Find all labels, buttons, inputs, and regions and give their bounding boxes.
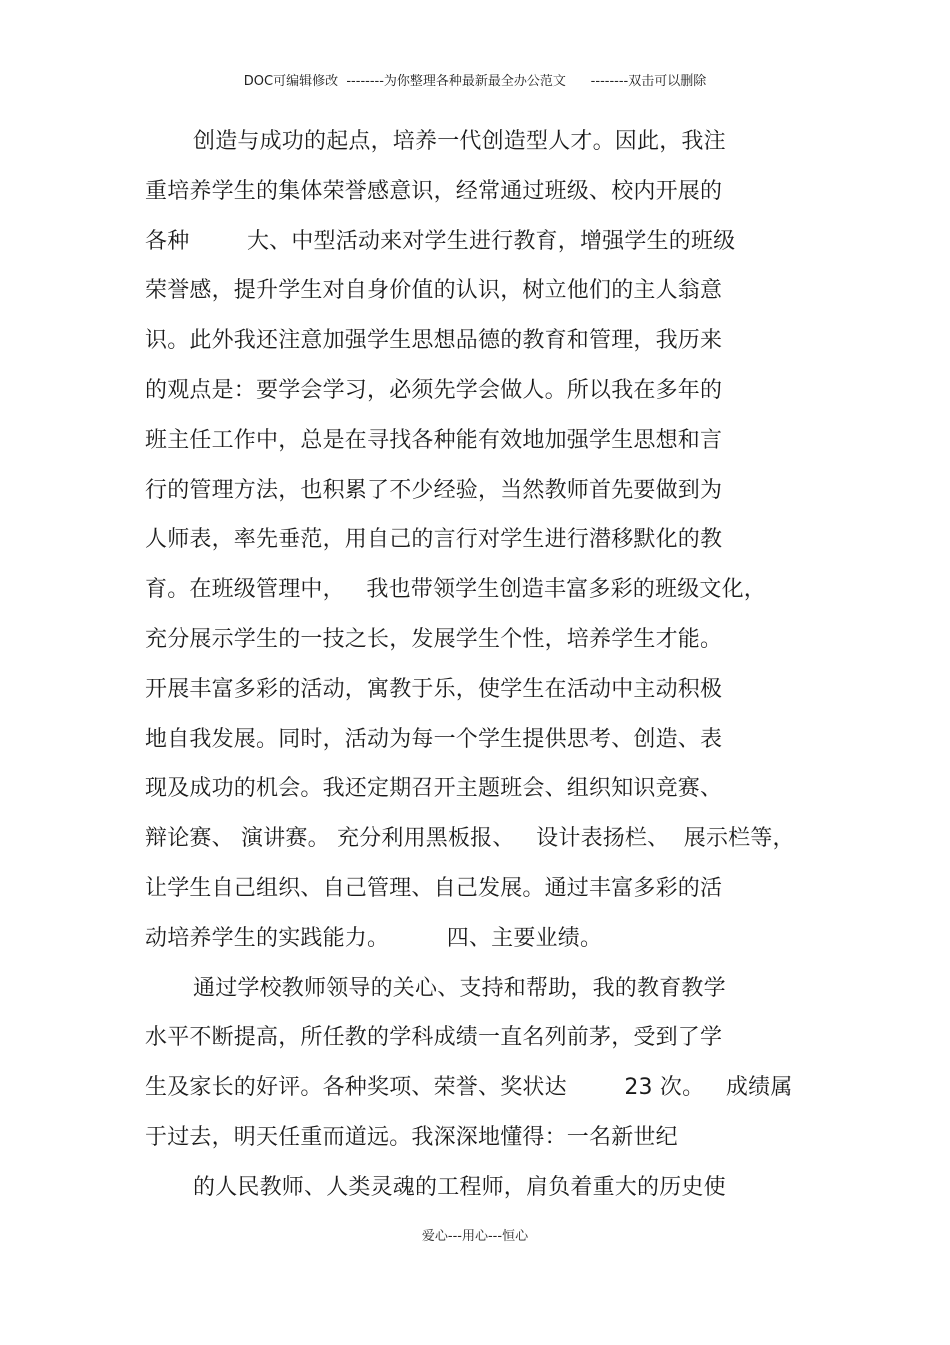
text-line: 于过去，明天任重而道远。我深深地懂得：一名新世纪 [145,1124,678,1150]
text-line: 让学生自己组织、自己管理、自己发展。通过丰富多彩的活 [145,875,723,901]
text-line: 开展丰富多彩的活动，寓教于乐，使学生在活动中主动积极 [145,676,723,702]
text-line: 识。此外我还注意加强学生思想品德的教育和管理，我历来 [145,328,723,354]
document-body [145,124,845,1220]
text-line: 充分展示学生的一技之长，发展学生个性，培养学生才能。 [145,626,723,652]
text-line: 动培养学生的实践能力。 四、主要业绩。 [145,925,603,951]
text-line: 荣誉感，提升学生对自身价值的认识，树立他们的主人翁意 [145,278,723,304]
text-line: 的人民教师、人类灵魂的工程师，肩负着重大的历史使 [193,1174,726,1200]
text-line: 的观点是：要学会学习，必须先学会做人。所以我在多年的 [145,377,723,403]
page-header: DOC可编辑修改 --------为你整理各种最新最全办公范文 --------双击可以删除 [243,74,707,89]
text-line: 各种 大、中型活动来对学生进行教育，增强学生的班级 [145,228,736,254]
text-line: 重培养学生的集体荣誉感意识，经常通过班级、校内开展的 [145,178,723,204]
text-line: 辩论赛、 演讲赛。 充分利用黑板报、 设计表扬栏、 展示栏等， [145,826,795,852]
text-line: 创造与成功的起点，培养一代创造型人才。因此，我注 [193,129,726,154]
text-line: 通过学校教师领导的关心、支持和帮助，我的教育教学 [193,975,726,1001]
text-line: 生及家长的好评。各种奖项、荣誉、奖状达 23 次。 成绩属 [145,1075,793,1101]
text-line: 地自我发展。同时，活动为每一个学生提供思考、创造、表 [145,726,723,752]
text-line: 水平不断提高，所任教的学科成绩一直名列前茅，受到了学 [145,1025,723,1051]
text-line: 人师表，率先垂范，用自己的言行对学生进行潜移默化的教 [145,527,723,553]
page-footer: 爱心---用心---恒心 [421,1229,529,1244]
text-line: 班主任工作中，总是在寻找各种能有效地加强学生思想和言 [145,427,723,453]
text-line: 行的管理方法，也积累了不少经验，当然教师首先要做到为 [145,477,723,503]
text-line: 育。在班级管理中， 我也带领学生创造丰富多彩的班级文化， [145,577,766,603]
text-line: 现及成功的机会。我还定期召开主题班会、组织知识竞赛、 [145,776,723,802]
